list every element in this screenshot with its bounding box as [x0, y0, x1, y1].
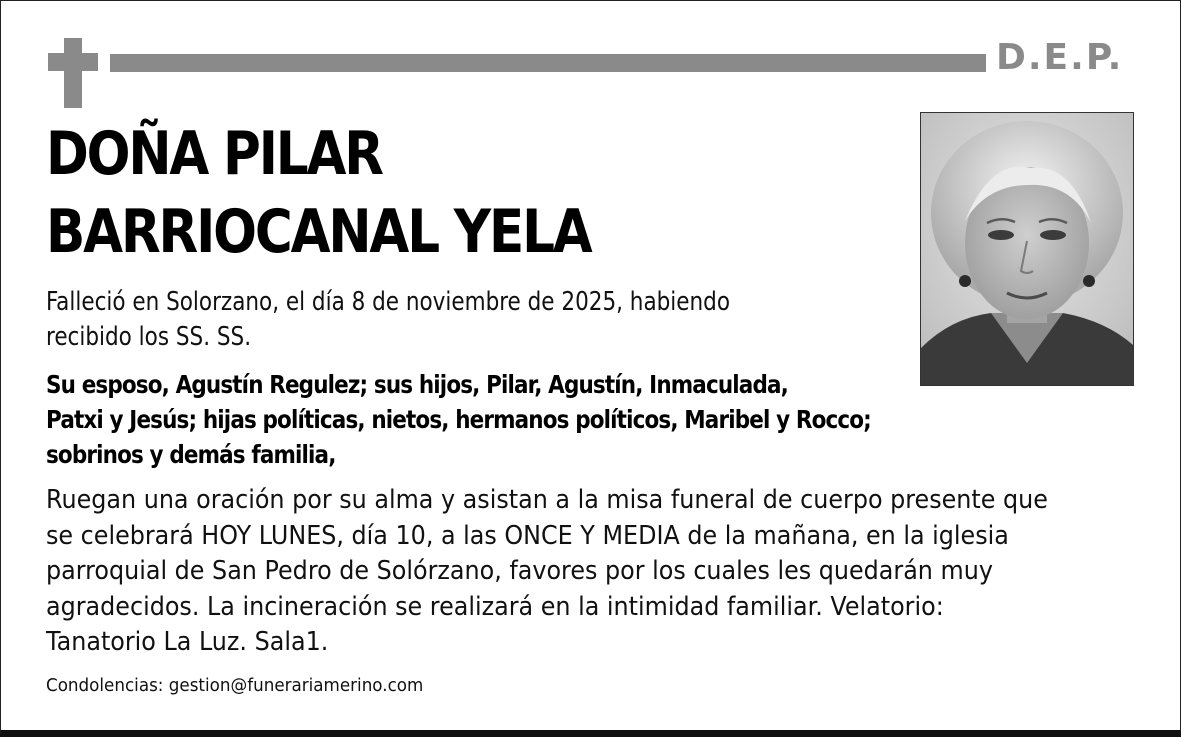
deceased-name	[46, 115, 786, 271]
header-rule	[110, 54, 986, 72]
service-line3: parroquial de San Pedro de Solórzano, favores por los cuales les quedarán muy	[46, 556, 993, 586]
service-details	[46, 483, 1101, 661]
dep-label: D.E.P.	[996, 37, 1124, 78]
death-notice-line2: recibido los SS. SS.	[46, 322, 252, 352]
family-line3: sobrinos y demás familia,	[46, 440, 336, 469]
death-notice	[46, 285, 837, 355]
service-line2: se celebrará HOY LUNES, día 10, a las ONCE Y MEDIA de la mañana, en la iglesia	[46, 520, 1009, 551]
family-line2: Patxi y Jesús; hijas políticas, nietos, hermanos políticos, Maribel y Rocco;	[46, 405, 871, 434]
death-notice-line1: Falleció en Solorzano, el día 8 de noviembre de 2025, habiendo	[46, 287, 730, 317]
deceased-name-line1: DOÑA PILAR	[46, 119, 382, 189]
family-line1: Su esposo, Agustín Regulez; sus hijos, Pilar, Agustín, Inmaculada,	[46, 370, 788, 399]
deceased-name-line2: BARRIOCANAL YELA	[46, 197, 591, 267]
portrait-photo	[920, 112, 1134, 386]
condolences-contact: Condolencias: gestion@funerariamerino.com	[46, 675, 424, 696]
service-line1: Ruegan una oración por su alma y asistan a la misa funeral de cuerpo presente que	[46, 485, 1048, 515]
service-line4: agradecidos. La incineración se realizará en la intimidad familiar. Velatorio:	[46, 591, 944, 622]
service-line5: Tanatorio La Luz. Sala1.	[46, 627, 329, 657]
family-list	[46, 367, 889, 472]
cross-icon	[48, 38, 98, 108]
portrait-image	[921, 113, 1133, 385]
